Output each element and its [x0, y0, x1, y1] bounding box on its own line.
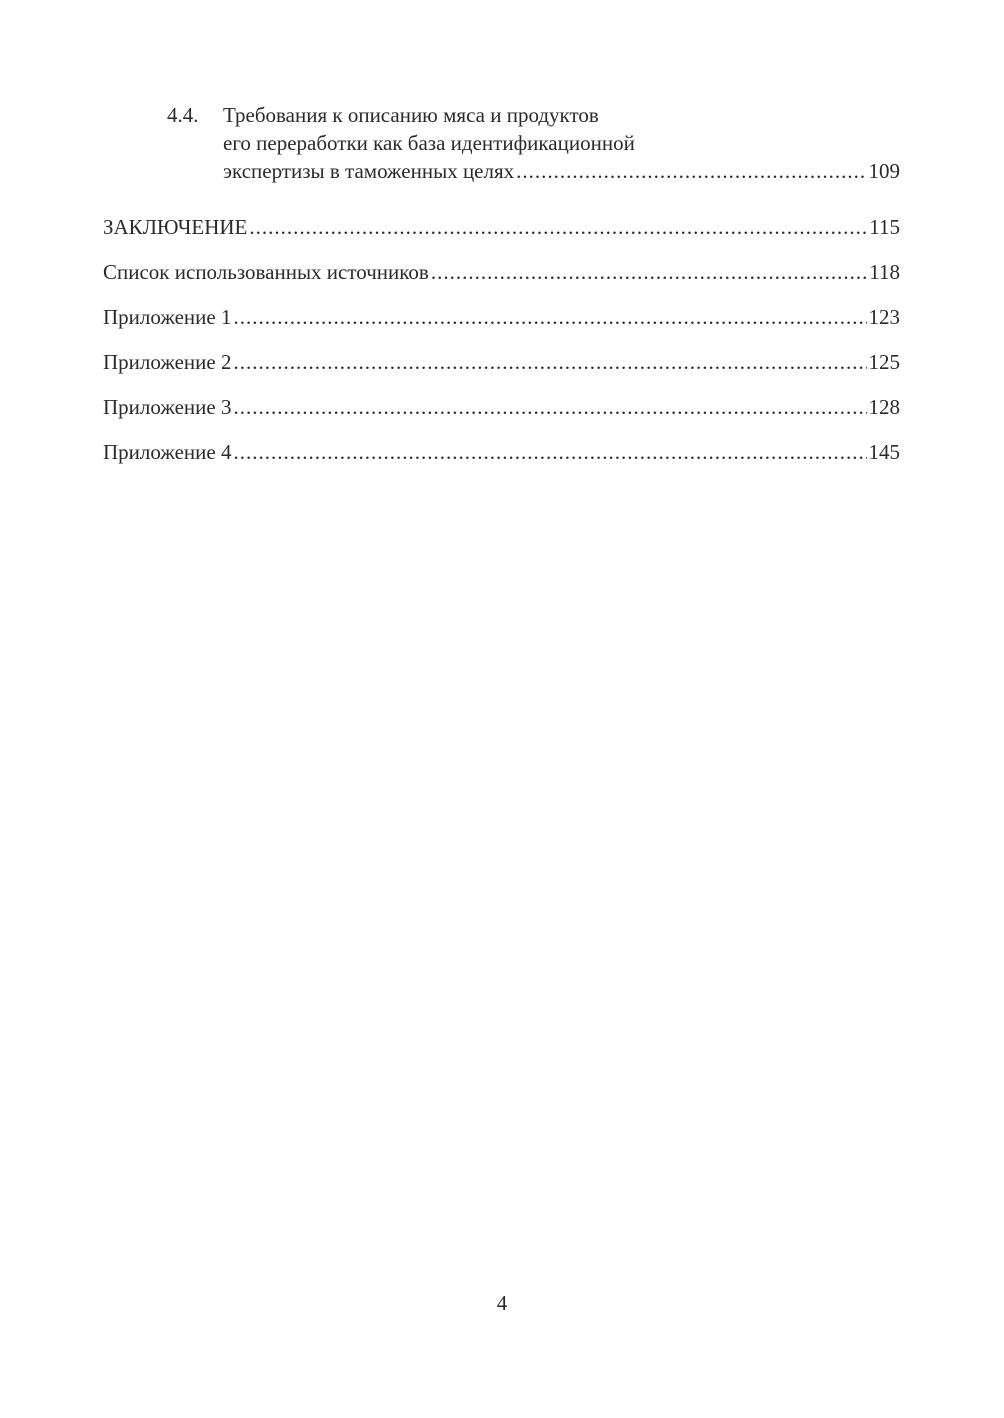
toc-subsection-title-line-2: его переработки как база идентификационной — [223, 131, 635, 155]
toc-entry-label: Приложение 4 — [103, 440, 232, 464]
toc-entry-conclusion[interactable] — [103, 213, 900, 241]
toc-subsection-title-line-3 — [223, 157, 900, 185]
toc-entry-label: Приложение 1 — [103, 305, 232, 329]
dot-leader — [431, 258, 867, 286]
page-footer-number: 4 — [496, 1291, 508, 1315]
toc-page-number: 123 — [868, 305, 900, 329]
toc-page-number: 118 — [869, 260, 900, 284]
toc-entry-references[interactable] — [103, 258, 900, 286]
dot-leader — [233, 303, 866, 331]
dot-leader — [233, 348, 866, 376]
toc-subsection-number: 4.4. — [167, 103, 199, 127]
toc-page-number: 128 — [868, 395, 900, 419]
toc-entry-appendix-4[interactable] — [103, 438, 900, 466]
toc-entry-label: ЗАКЛЮЧЕНИЕ — [103, 215, 248, 239]
toc-entry-label: Приложение 2 — [103, 350, 232, 374]
toc-entry-label: Список использованных источников — [103, 260, 429, 284]
dot-leader — [249, 213, 867, 241]
toc-subsection-title-line-1: Требования к описанию мяса и продуктов — [223, 103, 599, 127]
table-of-contents — [103, 101, 900, 466]
toc-entry-appendix-2[interactable] — [103, 348, 900, 376]
dot-leader — [233, 393, 866, 421]
dot-leader — [516, 157, 866, 185]
toc-page-number: 145 — [868, 440, 900, 464]
toc-page-number: 109 — [868, 159, 900, 183]
toc-entry-appendix-1[interactable] — [103, 303, 900, 331]
toc-subsection-4-4[interactable] — [167, 101, 900, 185]
toc-page-number: 125 — [868, 350, 900, 374]
toc-entry-appendix-3[interactable] — [103, 393, 900, 421]
toc-subsection-title-text: экспертизы в таможенных целях — [223, 159, 515, 183]
dot-leader — [233, 438, 866, 466]
toc-entry-label: Приложение 3 — [103, 395, 232, 419]
toc-page-number: 115 — [869, 215, 900, 239]
